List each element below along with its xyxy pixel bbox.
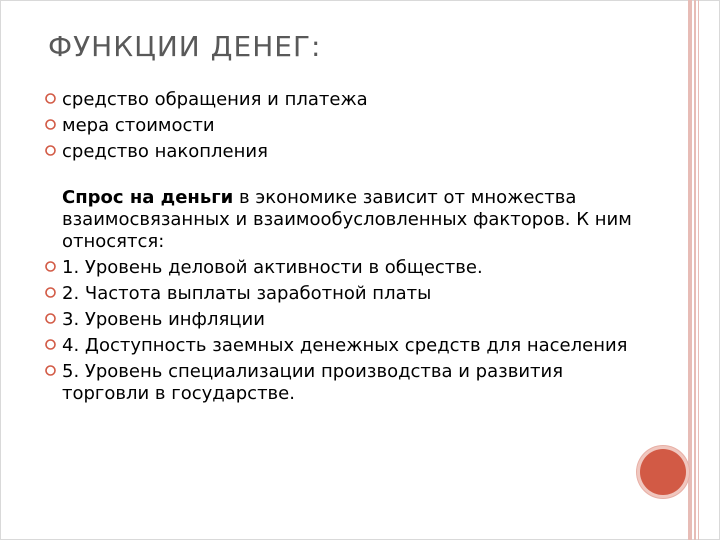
money-demand-lead: Спрос на деньги bbox=[62, 187, 234, 208]
hollow-circle-bullet-icon bbox=[44, 312, 57, 325]
decorative-stripe bbox=[688, 0, 692, 540]
list-item-factor bbox=[44, 361, 634, 405]
accent-circle-decoration bbox=[640, 449, 686, 495]
list-item-factor bbox=[44, 335, 634, 357]
list-item-label: 1. Уровень деловой активности в обществе. bbox=[62, 257, 483, 278]
list-item-label: 3. Уровень инфляции bbox=[62, 309, 265, 330]
list-item-label: 2. Частота выплаты заработной платы bbox=[62, 283, 432, 304]
hollow-circle-bullet-icon bbox=[44, 144, 57, 157]
decorative-stripe bbox=[698, 0, 699, 540]
hollow-circle-bullet-icon bbox=[44, 364, 57, 377]
list-item-label: средство накопления bbox=[62, 141, 268, 162]
hollow-circle-bullet-icon bbox=[44, 118, 57, 131]
list-item-factor bbox=[44, 283, 634, 305]
decorative-stripe bbox=[694, 0, 696, 540]
list-item-factor bbox=[44, 257, 634, 279]
slide-title: ФУНКЦИИ ДЕНЕГ: bbox=[48, 30, 322, 63]
list-item-label: 5. Уровень специализации производства и развития торговли в государстве. bbox=[62, 361, 564, 404]
list-item-function bbox=[44, 115, 634, 137]
list-item-label: 4. Доступность заемных денежных средств для населения bbox=[62, 335, 628, 356]
money-demand-text: в экономике зависит от множества взаимосвязанных и взаимообусловленных факторов. К ним относятся: bbox=[62, 187, 632, 252]
money-demand-paragraph bbox=[44, 187, 634, 253]
hollow-circle-bullet-icon bbox=[44, 286, 57, 299]
list-item-factor bbox=[44, 309, 634, 331]
list-item-label: средство обращения и платежа bbox=[62, 89, 368, 110]
hollow-circle-bullet-icon bbox=[44, 260, 57, 273]
list-item-function bbox=[44, 141, 634, 163]
list-item-function bbox=[44, 89, 634, 111]
list-item-label: мера стоимости bbox=[62, 115, 215, 136]
hollow-circle-bullet-icon bbox=[44, 92, 57, 105]
hollow-circle-bullet-icon bbox=[44, 338, 57, 351]
slide-content bbox=[44, 89, 634, 409]
